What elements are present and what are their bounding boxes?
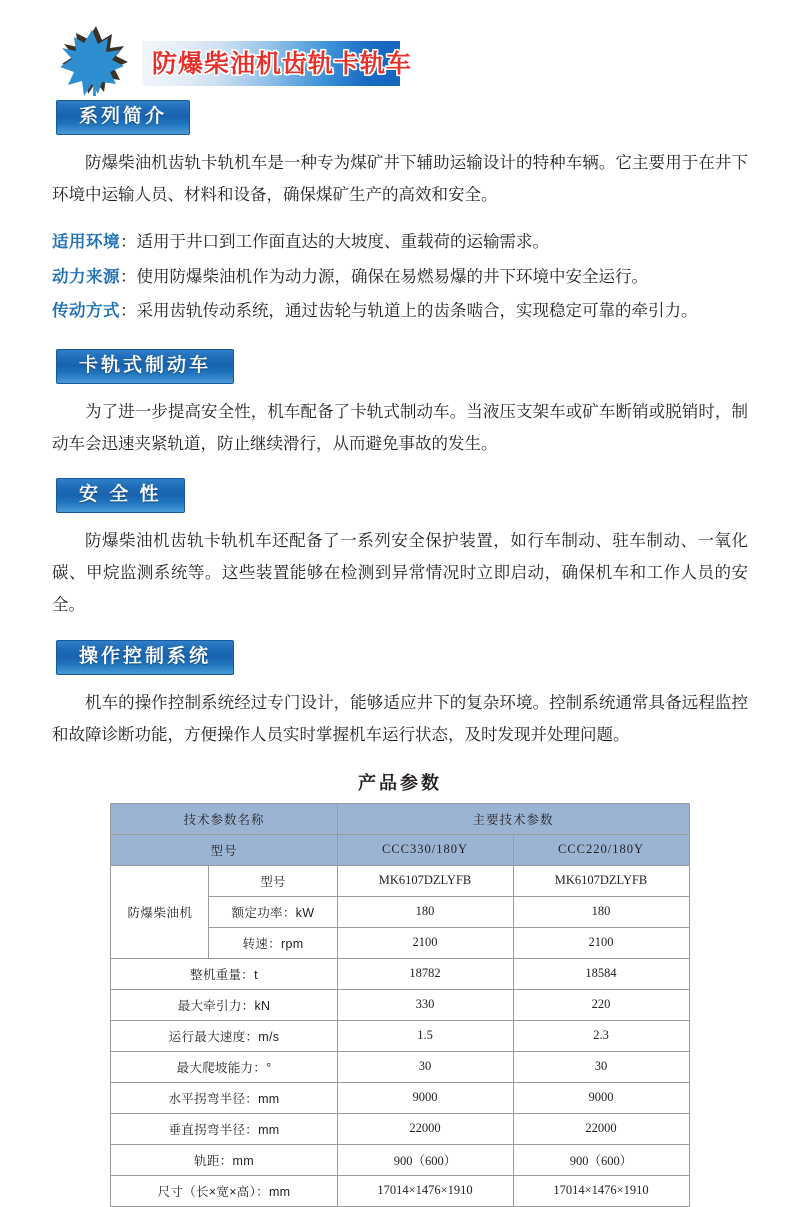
section-paragraph-brake-car: 为了进一步提高安全性，机车配备了卡轨式制动车。当液压支架车或矿车断销或脱销时，制动车会迅速夹紧轨道，防止继续滑行，从而避免事故的发生。 bbox=[52, 402, 748, 454]
spec-key-environment: 适用环境 bbox=[52, 233, 120, 252]
section-heading-row bbox=[56, 349, 800, 384]
table-row bbox=[111, 989, 689, 1020]
table-cell-engine-group-label: 防爆柴油机 bbox=[111, 865, 209, 958]
section-paragraph-safety: 防爆柴油机齿轨卡轨机车还配备了一系列安全保护装置，如行车制动、驻车制动、一氧化碳、甲烷监测系统等。这些装置能够在检测到异常情况时立即启动，确保机车和工作人员的安全。 bbox=[52, 532, 748, 615]
table-cell-value-2: 9000 bbox=[513, 1082, 689, 1113]
spec-colon-environment: ： bbox=[120, 233, 137, 252]
table-cell-value-1: 22000 bbox=[337, 1113, 513, 1144]
table-row bbox=[111, 1144, 689, 1175]
table-header-value-col: 主要技术参数 bbox=[337, 803, 689, 834]
table-cell-value-2: 18584 bbox=[513, 958, 689, 989]
spec-colon-power: ： bbox=[120, 267, 137, 286]
table-cell-value-1: 1.5 bbox=[337, 1020, 513, 1051]
table-cell-value-2: 30 bbox=[513, 1051, 689, 1082]
spec-key-transmission: 传动方式 bbox=[52, 302, 120, 321]
table-cell-model-label: 型号 bbox=[111, 834, 337, 865]
table-cell-value-1: 180 bbox=[337, 896, 513, 927]
section-paragraph-control-system: 机车的操作控制系统经过专门设计，能够适应井下的复杂环境。控制系统通常具备远程监控和故障诊断功能，方便操作人员实时掌握机车运行状态，及时发现并处理问题。 bbox=[52, 693, 748, 744]
table-cell-value-1: 900（600） bbox=[337, 1144, 513, 1175]
spec-colon-transmission: ： bbox=[120, 302, 137, 321]
spec-value-power: 使用防爆柴油机作为动力源，确保在易燃易爆的井下环境中安全运行。 bbox=[136, 267, 648, 286]
table-row bbox=[111, 958, 689, 989]
table-cell-model-value-2: CCC220/180Y bbox=[513, 834, 689, 865]
section-heading-safety: 安 全 性 bbox=[56, 478, 185, 513]
table-cell-label: 转速：rpm bbox=[209, 927, 337, 958]
spec-key-power: 动力来源 bbox=[52, 267, 120, 286]
table-cell-value-1: MK6107DZLYFB bbox=[337, 865, 513, 896]
section-heading-row bbox=[56, 100, 800, 135]
table-row bbox=[111, 1082, 689, 1113]
table-cell-value-1: 18782 bbox=[337, 958, 513, 989]
table-cell-value-2: MK6107DZLYFB bbox=[513, 865, 689, 896]
product-spec-table bbox=[110, 803, 689, 1207]
table-cell-value-2: 22000 bbox=[513, 1113, 689, 1144]
table-cell-label: 型号 bbox=[209, 865, 337, 896]
page-title: 防爆柴油机齿轨卡轨车 bbox=[152, 50, 413, 78]
table-cell-label: 尺寸（长×宽×高）：mm bbox=[111, 1175, 337, 1206]
table-cell-label: 额定功率：kW bbox=[209, 896, 337, 927]
spec-value-transmission: 采用齿轨传动系统，通过齿轮与轨道上的齿条啮合，实现稳定可靠的牵引力。 bbox=[136, 302, 698, 321]
spec-line-environment bbox=[52, 225, 748, 260]
table-cell-value-1: 330 bbox=[337, 989, 513, 1020]
table-cell-value-2: 2.3 bbox=[513, 1020, 689, 1051]
spec-value-environment: 适用于井口到工作面直达的大坡度、重载荷的运输需求。 bbox=[136, 233, 549, 252]
section-heading-control-system: 操作控制系统 bbox=[56, 640, 234, 675]
table-cell-value-2: 900（600） bbox=[513, 1144, 689, 1175]
table-cell-value-2: 220 bbox=[513, 989, 689, 1020]
section-paragraph-intro: 防爆柴油机齿轨卡轨机车是一种专为煤矿井下辅助运输设计的特种车辆。它主要用于在井下环境中运输人员、材料和设备，确保煤矿生产的高效和安全。 bbox=[52, 153, 748, 205]
table-cell-value-1: 17014×1476×1910 bbox=[337, 1175, 513, 1206]
section-heading-brake-car: 卡轨式制动车 bbox=[56, 349, 234, 384]
section-heading-intro: 系列简介 bbox=[56, 100, 190, 135]
table-row-model bbox=[111, 834, 689, 865]
table-cell-model-value-1: CCC330/180Y bbox=[337, 834, 513, 865]
table-cell-label: 水平拐弯半径：mm bbox=[111, 1082, 337, 1113]
table-row bbox=[111, 1113, 689, 1144]
table-cell-label: 最大爬坡能力：° bbox=[111, 1051, 337, 1082]
spec-line-transmission bbox=[52, 294, 748, 329]
spec-line-power bbox=[52, 260, 748, 295]
table-row bbox=[111, 865, 689, 896]
table-cell-value-2: 2100 bbox=[513, 927, 689, 958]
table-cell-label: 运行最大速度：m/s bbox=[111, 1020, 337, 1051]
section-heading-row bbox=[56, 640, 800, 675]
spec-list bbox=[52, 225, 748, 329]
table-row bbox=[111, 1020, 689, 1051]
table-cell-label: 最大牵引力：kN bbox=[111, 989, 337, 1020]
table-cell-label: 整机重量：t bbox=[111, 958, 337, 989]
table-title: 产品参数 bbox=[358, 772, 442, 793]
table-cell-label: 轨距：mm bbox=[111, 1144, 337, 1175]
document-header bbox=[0, 12, 800, 100]
table-row bbox=[111, 1051, 689, 1082]
table-row-header bbox=[111, 803, 689, 834]
section-heading-row bbox=[56, 478, 800, 513]
table-row bbox=[111, 1175, 689, 1206]
table-header-name-col: 技术参数名称 bbox=[111, 803, 337, 834]
table-cell-value-2: 180 bbox=[513, 896, 689, 927]
table-cell-label: 垂直拐弯半径：mm bbox=[111, 1113, 337, 1144]
maple-leaf-icon bbox=[58, 24, 130, 98]
table-cell-value-1: 9000 bbox=[337, 1082, 513, 1113]
table-cell-value-1: 30 bbox=[337, 1051, 513, 1082]
table-cell-value-1: 2100 bbox=[337, 927, 513, 958]
table-cell-value-2: 17014×1476×1910 bbox=[513, 1175, 689, 1206]
